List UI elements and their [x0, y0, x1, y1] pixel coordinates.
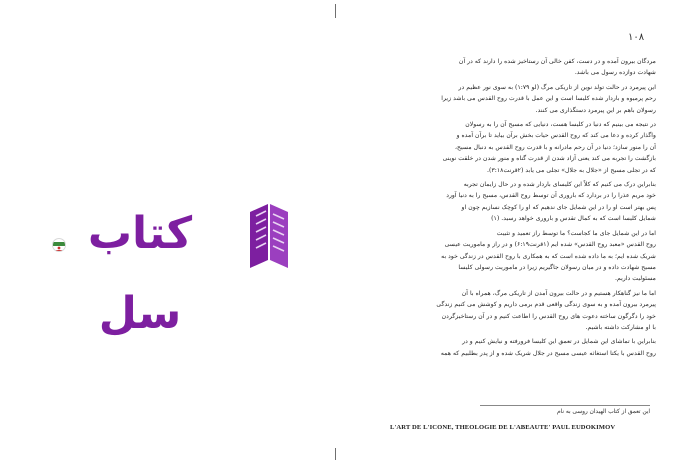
paragraph [384, 288, 656, 334]
flag-icon [52, 238, 66, 252]
watermark-text: کتاب سل [87, 208, 193, 339]
text-line: خود مریم عذرا را در بردارد که باروری آن توسط روح القدس، مسیح را به دنیا آورد [446, 192, 656, 200]
text-line: خود را دگرگون ساخته دعوت های روح القدس را اطاعت کنیم و در آن رستاخیزگردن [441, 312, 656, 320]
text-line: مردگان بیرون آمده و در دست، کفن خالی آن رستاخیز شده را دارند که در آن [458, 58, 656, 65]
text-line: شهادت دوازده رسول می باشد. [574, 69, 656, 77]
text-line: اما ما نیز گناهکار هستیم و در حالت بیرون آمدن از تاریکی مرگ، همراه با آن [461, 289, 656, 297]
page-number: ۱۰۸ [628, 32, 645, 43]
text-line: بنابراین با تماشای این شمایل در تعمق این کلیسا فرورفته و نیایش کنیم و در [462, 338, 656, 346]
text-line: واگذار کرده و دعا می کند که روح القدس حیات بخش برآن بیاید تا برآن آمده و [456, 132, 656, 140]
text-line: که در تجلی مسیح از «جلال به جلال» تجلی می یابد (۲قرنت۳:۱۸). [487, 166, 656, 174]
paragraph [384, 56, 656, 79]
body-text [384, 56, 656, 362]
binding-divider-top [335, 4, 336, 18]
text-line: روح القدس با یکتا استغاثه عیسی مسیح در جلال شریک شده و از پدر بطلبیم که همه [440, 349, 656, 357]
text-line: پیرمرد بیرون آمده و به سوی زندگی واقعی قدم برمی داریم و کوشش می کنیم زندگی [436, 301, 656, 309]
text-line: شمایل کلیسا است که به کمال تقدس و باروری خواهد رسید. (۱) [491, 215, 656, 223]
text-line: روح القدس «معبد روح القدس» شده ایم (۱قرنت۶:۱۹) و در راز و ماموریت عیسی [444, 241, 656, 249]
text-line: این پیرمرد در حالت تولد نوین از تاریکی مرگ (لو ۱:۷۹) به سوی نور عظیم در [458, 83, 656, 91]
text-line: اما در این شمایل جای ما کجاست؟ ما توسط راز تعمید و تثبیت [496, 229, 656, 237]
text-line: شریک شده ایم؛ به ما داده شده است که به همکاری با روح القدس در زندگی خود به [441, 252, 656, 260]
binding-divider-bottom [335, 448, 336, 460]
text-line: مسیح شهادت داده و در میان رسولان جاگیریم زیرا در ماموریت رسولی کلیسا [458, 263, 656, 271]
text-line: بنابراین درک می کنیم که کلاً این کلیسای باردار شده و در حال زایمان تجربه [463, 181, 656, 189]
footnote-reference: L'ART DE L'ICONE, THEOLOGIE DE L'ABEAUTE' PAUL EUDOKIMOV [390, 424, 616, 431]
text-line: پس بهتر است او را در این شمایل جای ندهیم که او را کوچک نسازیم چون او [461, 203, 656, 211]
paragraph [384, 82, 656, 116]
paragraph [384, 228, 656, 285]
paragraph [384, 119, 656, 176]
text-line: آن را منور سازد؛ دنیا در آن رحم مادرانه و با قدرت روح القدس به دنبال مسیح، [454, 143, 656, 151]
watermark-logo [40, 188, 290, 339]
text-line: رسولان باهم بر این پیرمرد دستگذاری می کنند. [535, 106, 656, 114]
text-line: مسئولیت داریم. [615, 275, 656, 283]
footnote-divider [480, 405, 650, 406]
text-line: بازگشت را تجربه می کند یعنی آزاد شدن از قدرت گناه و منور شدن در خلقت نوینی [442, 155, 656, 163]
paragraph [384, 179, 656, 225]
text-line: رحم پرمیوه و باردار شده کلیسا است و این عمل با قدرت روح القدس می باشد زیرا [441, 95, 656, 103]
paragraph [384, 336, 656, 359]
text-line: با او مشارکت داشته باشیم. [585, 323, 656, 331]
text-line: در نتیجه می بینیم که دنیا در کلیسا هست، دنیایی که مسیح آن را به رسولان [465, 121, 656, 129]
footnote-persian: این تعمق از کتاب الهیدان روسی به نام [557, 409, 650, 415]
book-pages-icon [246, 202, 292, 272]
